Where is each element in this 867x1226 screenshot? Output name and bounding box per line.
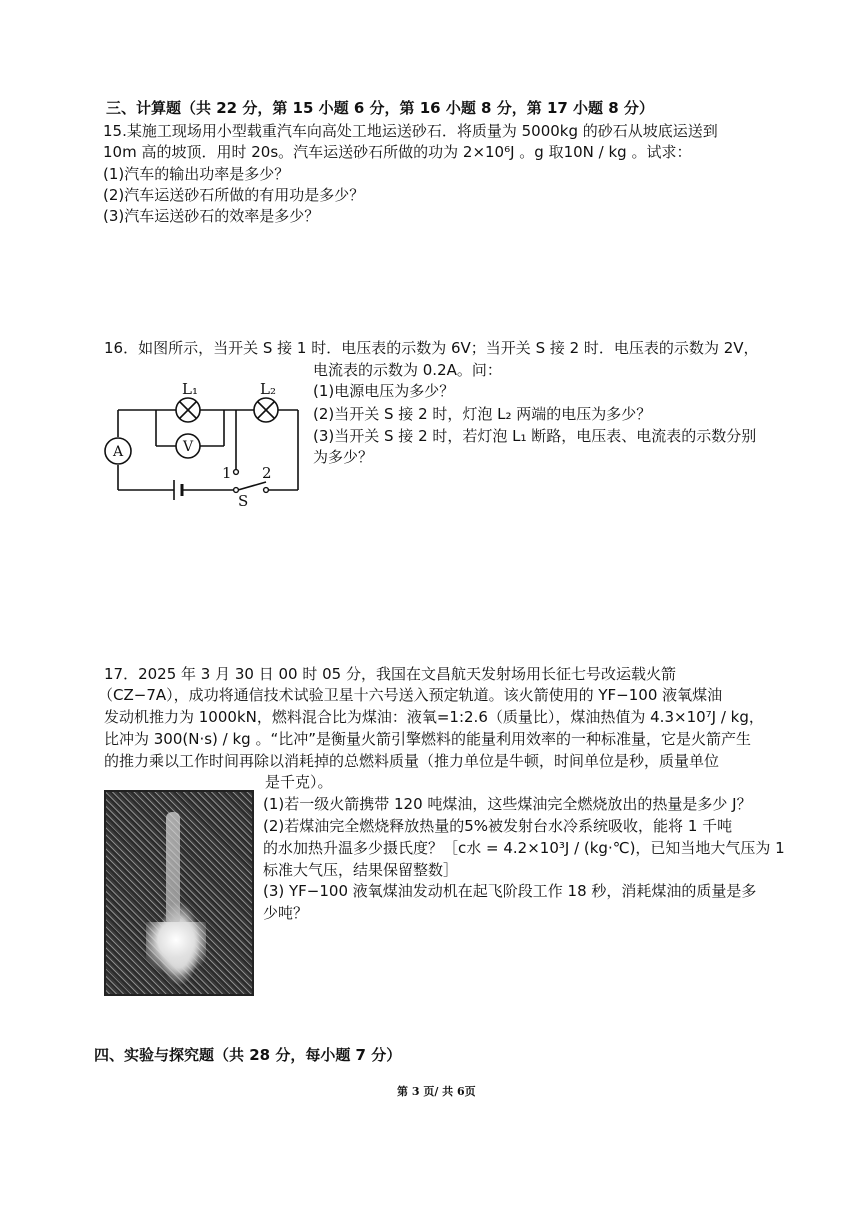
q17-sub-1: (1)若一级火箭携带 120 吨煤油，这些煤油完全燃烧放出的热量是多少 J？ <box>263 795 752 813</box>
section-3-heading: 三、计算题（共 22 分，第 15 小题 6 分，第 16 小题 8 分，第 17 小题 8 分） <box>106 99 654 117</box>
q16-sub-3a: (3)当开关 S 接 2 时，若灯泡 L₁ 断路，电压表、电流表的示数分别 <box>313 427 757 445</box>
q15-line-2: 10m 高的坡顶．用时 20s。汽车运送砂石所做的功为 2×10⁶J 。g 取10N / kg 。试求： <box>103 143 692 161</box>
q17-line-2: （CZ−7A），成功将通信技术试验卫星十六号送入预定轨道。该火箭使用的 YF−100 液氧煤油 <box>98 686 723 704</box>
lamp-l2-icon <box>254 398 278 422</box>
q15-sub-1: (1)汽车的输出功率是多少？ <box>103 165 290 183</box>
rocket-launch-photo <box>104 790 254 996</box>
ammeter-label: A <box>112 444 124 460</box>
q17-line-3: 发动机推力为 1000kN，燃料混合比为煤油：液氧=1:2.6（质量比），煤油热值为 4.3×10⁷J / kg， <box>104 708 764 726</box>
lamp-l1-label: L₁ <box>182 380 198 398</box>
q17-line-1: 17．2025 年 3 月 30 日 00 时 05 分，我国在文昌航天发射场用长征七号改运载火箭 <box>104 665 676 683</box>
q15-line-1: 15.某施工现场用小型载重汽车向高处工地运送砂石．将质量为 5000kg 的砂石从坡底运送到 <box>103 122 718 140</box>
q16-sub-3b: 为多少？ <box>313 448 374 466</box>
q16-line-1: 16．如图所示，当开关 S 接 1 时．电压表的示数为 6V；当开关 S 接 2 时．电压表的示数为 2V， <box>104 339 759 357</box>
q16-sub-2: (2)当开关 S 接 2 时，灯泡 L₂ 两端的电压为多少？ <box>313 405 652 423</box>
rocket-exhaust <box>146 922 206 982</box>
q16-sub-1: (1)电源电压为多少？ <box>313 382 455 400</box>
q17-line-5: 的推力乘以工作时间再除以消耗掉的总燃料质量（推力单位是牛顿，时间单位是秒，质量单位 <box>104 752 720 770</box>
voltmeter-icon <box>176 434 200 458</box>
circuit-diagram-icon <box>98 376 308 506</box>
q17-line-6: 是千克）。 <box>265 773 333 791</box>
q16-line-2: 电流表的示数为 0.2A。问： <box>313 361 502 379</box>
q17-sub-2c: 标准大气压，结果保留整数］ <box>263 861 459 879</box>
rocket-silhouette <box>166 812 180 922</box>
section-4-heading: 四、实验与探究题（共 28 分，每小题 7 分） <box>94 1046 402 1064</box>
q15-sub-3: (3)汽车运送砂石的效率是多少？ <box>103 207 320 225</box>
lamp-l2-label: L₂ <box>260 380 276 398</box>
switch-position-2: 2 <box>262 464 272 482</box>
q17-sub-3b: 少吨？ <box>263 904 309 922</box>
lamp-l1-icon <box>176 398 200 422</box>
switch-position-1: 1 <box>222 464 232 482</box>
voltmeter-label: V <box>182 439 194 455</box>
q17-sub-3a: (3) YF−100 液氧煤油发动机在起飞阶段工作 18 秒，消耗煤油的质量是多 <box>263 882 757 900</box>
ammeter-icon <box>105 438 131 464</box>
q17-sub-2a: (2)若煤油完全燃烧释放热量的5%被发射台水冷系统吸收，能将 1 千吨 <box>263 817 733 835</box>
switch-label: S <box>238 492 249 506</box>
q17-sub-2b: 的水加热升温多少摄氏度？［c水 = 4.2×10³J / (kg·℃)，已知当地大气压为 1 <box>263 839 785 857</box>
page-footer: 第 3 页/ 共 6页 <box>397 1085 476 1098</box>
q17-line-4: 比冲为 300(N·s) / kg 。“比冲”是衡量火箭引擎燃料的能量利用效率的一种标准量，它是火箭产生 <box>104 730 752 748</box>
q15-sub-2: (2)汽车运送砂石所做的有用功是多少？ <box>103 186 365 204</box>
battery-icon <box>174 480 182 500</box>
